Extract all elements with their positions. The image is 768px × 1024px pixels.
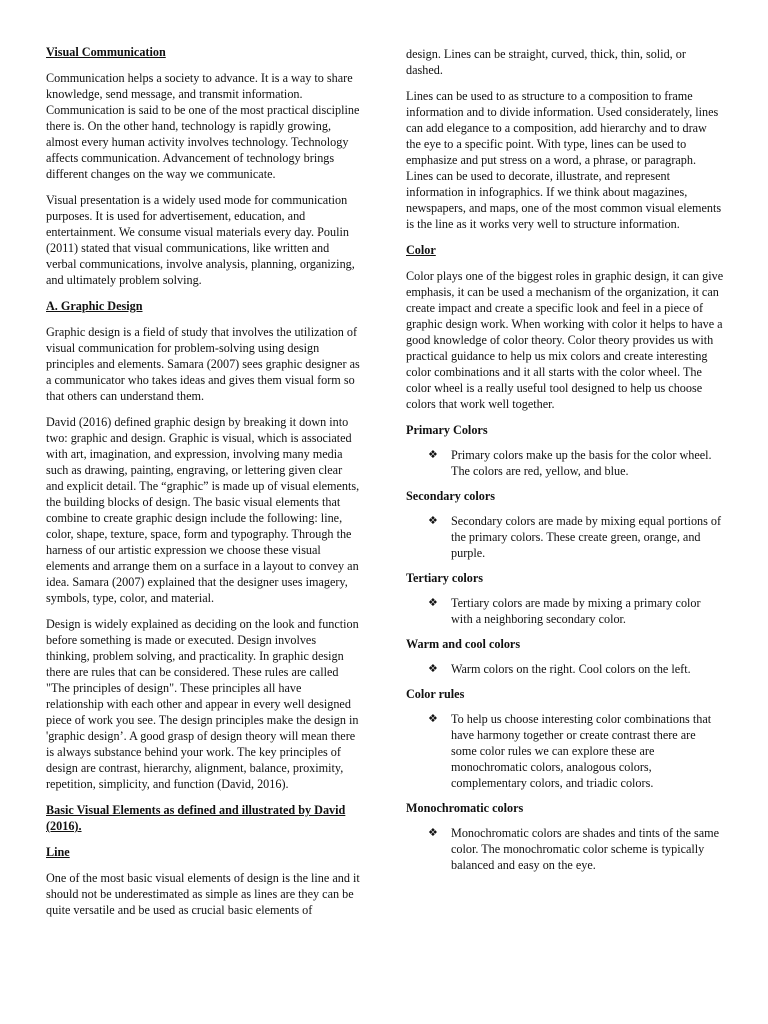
paragraph-line-uses: Lines can be used to as structure to a composition to frame information and to divide information. Used considerately, lines can add elegance to a composition, add hierarchy and to draw the eye to a specific point. With type, lines can be used to emphasize and put stress on a word, a phrase, or paragraph. Lines can be used to decorate, illustrate, and represent information in infographics. If we think about magazines, newspapers, and maps, one of the most common visual elements is the line as it works very well to structure information. (406, 89, 722, 231)
bullet-text: Monochromatic colors are shades and tints of the same color. The monochromatic color scheme is typically balanced and easy on the eye. (451, 826, 720, 872)
subheading-monochromatic-colors: Monochromatic colors (406, 801, 524, 815)
subheading-primary-colors: Primary Colors (406, 423, 488, 437)
paragraph-visual-presentation: Visual presentation is a widely used mode for communication purposes. It is used for advertisement, education, and entertainment. We consume visual materials every day. Poulin (2011) stated that visual communications, like written and verbal communications, involve analysis, planning, organizing, and ultimately problem solving. (46, 193, 355, 287)
subheading-tertiary-colors: Tertiary colors (406, 571, 484, 585)
bullet-text: Primary colors make up the basis for the color wheel. The colors are red, yellow, and blue. (451, 448, 712, 478)
paragraph-david-definition: David (2016) defined graphic design by breaking it down into two: graphic and design. Graphic is visual, which is associated with art, imagination, and expression, involving many media such as drawing, painting, engraving, or lettering given clear and explicit detail. The “graphic” is made up of visual elements, the building blocks of design. The basic visual elements that combine to create graphic design include the following: line, color, shape, texture, space, form and typography. Through the harness of our artistic expression we choose these visual elements and arrange them on a surface in a layout to convey an idea. Samara (2007) explained that the designer uses imagery, symbols, type, color, and material. (46, 415, 360, 605)
paragraph-color: Color plays one of the biggest roles in graphic design, it can give emphasis, it can be used a mechanism of the organization, it can create impact and create a specific look and feel in a piece of graphic design work. When working with color it helps to have a good knowledge of color theory. Color theory provides us with practical guidance to help us mix colors and create interesting color combinations and it all starts with the color wheel. The color wheel is a really useful tool designed to help us choose colors that work well together. (406, 269, 724, 411)
subheading-color-rules: Color rules (406, 687, 465, 701)
subheading-line: Line (46, 845, 70, 859)
paragraph-communication: Communication helps a society to advance. It is a way to share knowledge, send message, and transmit information. Communication is said to be one of the most practical discipline there is. On the other hand, technology is rapidly growing, almost every human activity involves technology. Technology affects communication. Advancement of technology brings different changes on the way we communicate. (46, 71, 360, 181)
diamond-bullet-icon: ❖ (428, 826, 438, 839)
right-column (406, 46, 724, 882)
subheading-color: Color (406, 243, 436, 257)
list-item (406, 661, 724, 677)
diamond-bullet-icon: ❖ (428, 712, 438, 725)
list-item (406, 513, 724, 561)
diamond-bullet-icon: ❖ (428, 662, 438, 675)
subheading-warm-cool-colors: Warm and cool colors (406, 637, 521, 651)
list-item (406, 825, 724, 873)
left-column (46, 44, 362, 928)
list-item (406, 711, 724, 791)
bullet-text: Secondary colors are made by mixing equal portions of the primary colors. These create green, orange, and purple. (451, 514, 722, 560)
paragraph-line-continued: design. Lines can be straight, curved, thick, thin, solid, or dashed. (406, 47, 686, 77)
diamond-bullet-icon: ❖ (428, 448, 438, 461)
diamond-bullet-icon: ❖ (428, 514, 438, 527)
paragraph-graphic-design-definition: Graphic design is a field of study that involves the utilization of visual communication for problem-solving using design principles and elements. Samara (2007) sees graphic designer as a communicator who takes ideas and gives them visual form so that others can understand them. (46, 325, 360, 403)
bullet-text: Warm colors on the right. Cool colors on the left. (451, 662, 691, 676)
bullet-text: To help us choose interesting color combinations that have harmony together or create contrast there are some color rules we can explore these are monochromatic colors, analogous colors, complementary colors, and triadic colors. (451, 712, 712, 790)
paragraph-design-principles: Design is widely explained as deciding on the look and function before something is made or executed. Design involves thinking, problem solving, and practicality. In graphic design there are rules that can be considered. These rules are called "The principles of design". These principles all have relationship with each other and appear in every well designed piece of work you see. The design principles make the design in 'graphic design’. A good grasp of design theory will mean there is always substance behind your work. The key principles of design are contrast, hierarchy, alignment, balance, proximity, repetition, simplicity, and function (David, 2016). (46, 617, 359, 791)
paragraph-line-intro: One of the most basic visual elements of design is the line and it should not be underestimated as simple as lines are they can be quite versatile and be used as crucial basic elements of (46, 871, 360, 917)
section-heading-graphic-design: A. Graphic Design (46, 299, 143, 313)
subheading-secondary-colors: Secondary colors (406, 489, 496, 503)
document-title: Visual Communication (46, 45, 166, 59)
list-item (406, 447, 724, 479)
diamond-bullet-icon: ❖ (428, 596, 438, 609)
bullet-text: Tertiary colors are made by mixing a primary color with a neighboring secondary color. (451, 596, 701, 626)
list-item (406, 595, 724, 627)
section-heading-visual-elements: Basic Visual Elements as defined and illustrated by David (2016). (46, 803, 346, 833)
